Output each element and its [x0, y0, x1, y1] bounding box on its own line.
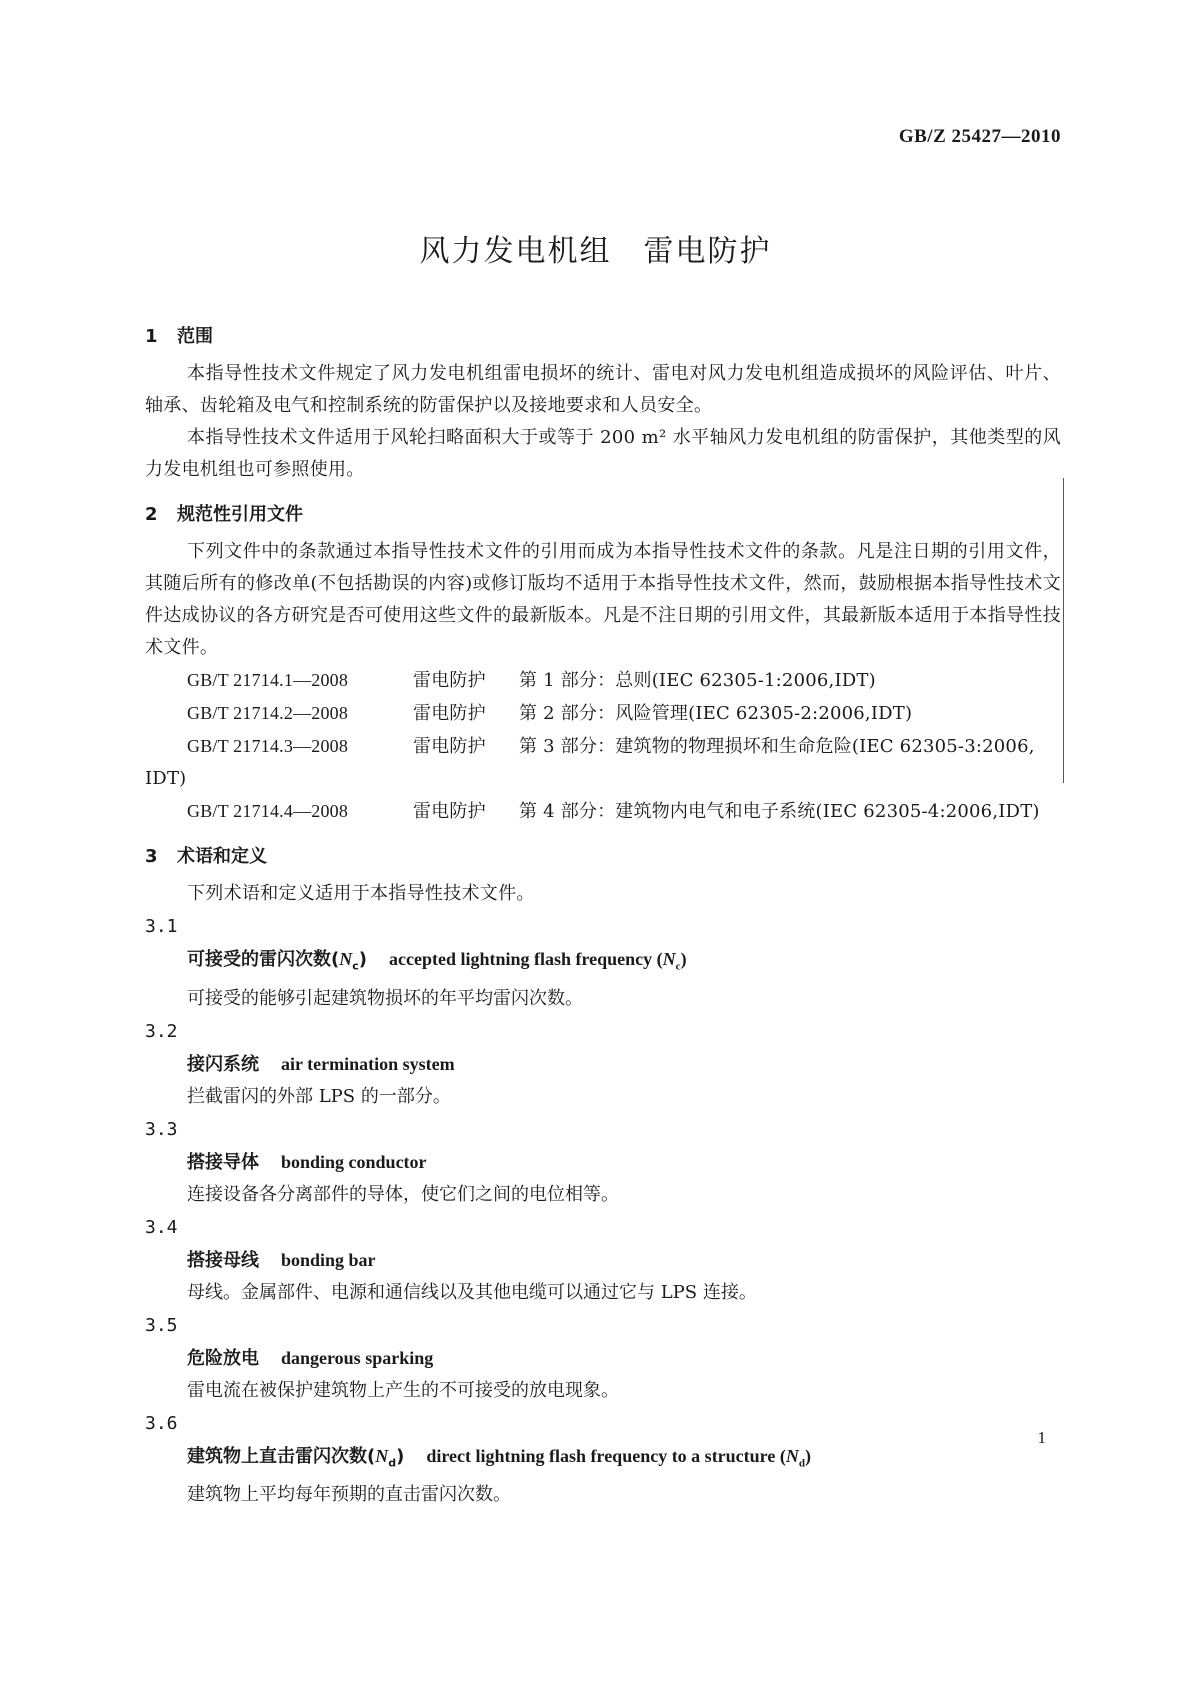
term-name	[145, 1244, 1061, 1277]
revision-bar	[1063, 478, 1064, 783]
document-title: 风力发电机组 雷电防护	[419, 234, 772, 269]
reference-part: 第 2 部分：	[519, 703, 616, 724]
section-title: 术语和定义	[177, 846, 267, 867]
reference-part: 第 4 部分：	[519, 801, 616, 822]
section-heading-normative-references	[145, 498, 1061, 531]
section-number: 1	[145, 326, 158, 347]
section-title: 范围	[177, 326, 213, 347]
term-symbol: N	[662, 949, 676, 969]
term-name-zh: 接闪系统	[187, 1053, 259, 1075]
reference-code: GB/T 21714.1—2008	[187, 670, 349, 690]
term-name-zh: 可接受的雷闪次数	[187, 949, 331, 970]
reference-item	[145, 730, 1061, 795]
term-name	[145, 1342, 1061, 1375]
term-name-en: bonding conductor	[281, 1151, 427, 1172]
term-number: 3.1	[145, 916, 178, 937]
reference-desc: 建筑物内电气和电子系统(IEC 62305-4:2006,IDT)	[615, 801, 1040, 822]
section-number: 2	[145, 504, 158, 525]
term-number: 3.5	[145, 1314, 178, 1336]
term-symbol-sub: c	[352, 959, 359, 973]
term-definition: 可接受的能够引起建筑物损坏的年平均雷闪次数。	[187, 987, 583, 1009]
term-definition: 雷电流在被保护建筑物上产生的不可接受的放电现象。	[187, 1379, 619, 1401]
term-symbol-sub: d	[388, 1456, 397, 1470]
term-name-zh: 搭接导体	[187, 1151, 259, 1173]
term-name-en: bonding bar	[281, 1249, 376, 1270]
term-definition: 建筑物上平均每年预期的直击雷闪次数。	[187, 1484, 511, 1506]
reference-code: GB/T 21714.4—2008	[187, 801, 349, 821]
reference-code: GB/T 21714.2—2008	[187, 703, 349, 723]
reference-desc: 风险管理(IEC 62305-2:2006,IDT)	[615, 703, 913, 724]
term-name-en: accepted lightning flash frequency	[389, 949, 653, 969]
reference-name: 雷电防护	[413, 703, 486, 724]
reference-item	[145, 664, 1061, 697]
term-symbol-sub: d	[798, 1457, 805, 1470]
term-number: 3.2	[145, 1020, 178, 1042]
reference-part: 第 3 部分：	[519, 736, 616, 757]
section-number: 3	[145, 846, 158, 867]
section-title: 规范性引用文件	[177, 504, 303, 525]
term-name: 可接受的雷闪次数$(N_c)$ accepted lightning flash frequency $(N_c)$	[187, 949, 687, 973]
term-name	[145, 1146, 1061, 1179]
term-number: 3.6	[145, 1412, 178, 1434]
paragraph: 本指导性技术文件规定了风力发电机组雷电损坏的统计、雷电对风力发电机组造成损坏的风险评估、叶片、轴承、齿轮箱及电气和控制系统的防雷保护以及接地要求和人员安全。	[145, 363, 1061, 416]
term-name-en: direct lightning flash frequency to a structure	[426, 1445, 776, 1466]
term-symbol-sub: c	[675, 960, 681, 973]
term-name-zh: 危险放电	[187, 1347, 259, 1369]
standard-code: GB/Z 25427—2010	[898, 126, 1061, 147]
section-heading-scope	[145, 320, 1061, 353]
term-name	[145, 1048, 1061, 1081]
reference-name: 雷电防护	[413, 670, 486, 691]
document-body	[145, 320, 1061, 1511]
reference-item	[145, 697, 1061, 730]
term-symbol: N	[339, 949, 353, 969]
section-heading-terms	[145, 840, 1061, 873]
term-name-en: air termination system	[281, 1053, 455, 1074]
term-symbol: N	[375, 1445, 389, 1466]
term-definition: 拦截雷闪的外部 LPS 的一部分。	[187, 1085, 451, 1107]
reference-part: 第 1 部分：	[519, 670, 616, 691]
term-name-en: dangerous sparking	[281, 1347, 434, 1368]
reference-desc: 总则(IEC 62305-1:2006,IDT)	[615, 670, 876, 691]
reference-name: 雷电防护	[413, 801, 486, 822]
term-symbol: N	[785, 1445, 799, 1466]
term-name-zh: 建筑物上直击雷闪次数	[187, 1445, 367, 1467]
term-definition: 连接设备各分离部件的导体，使它们之间的电位相等。	[187, 1183, 619, 1205]
page-number: 1	[1037, 1428, 1046, 1447]
paragraph: 本指导性技术文件适用于风轮扫略面积大于或等于 200 m² 水平轴风力发电机组的防雷保护，其他类型的风力发电机组也可参照使用。	[145, 427, 1061, 480]
reference-item	[145, 795, 1061, 828]
reference-code: GB/T 21714.3—2008	[187, 736, 349, 756]
term-name-zh: 搭接母线	[187, 1249, 259, 1271]
paragraph: 下列文件中的条款通过本指导性技术文件的引用而成为本指导性技术文件的条款。凡是注日期的引用文件，其随后所有的修改单(不包括勘误的内容)或修订版均不适用于本指导性技术文件，然而，鼓励根据本指导性技术文件达成协议的各方研究是否可使用这些文件的最新版本。凡是不注日期的引用文件，其最新版本适用于本指导性技术文件。	[145, 541, 1061, 658]
term-number: 3.3	[145, 1118, 178, 1140]
paragraph: 下列术语和定义适用于本指导性技术文件。	[187, 883, 535, 904]
term-name: 建筑物上直击雷闪次数$(N_d)$ direct lightning flash frequency to a structure $(N_d)$	[187, 1445, 811, 1470]
term-number: 3.4	[145, 1216, 178, 1238]
reference-name: 雷电防护	[413, 736, 486, 757]
term-definition: 母线。金属部件、电源和通信线以及其他电缆可以通过它与 LPS 连接。	[187, 1281, 757, 1303]
reference-desc: 建筑物的物理损坏和生命危险(IEC 62305-3:2006, IDT)	[145, 736, 1035, 789]
